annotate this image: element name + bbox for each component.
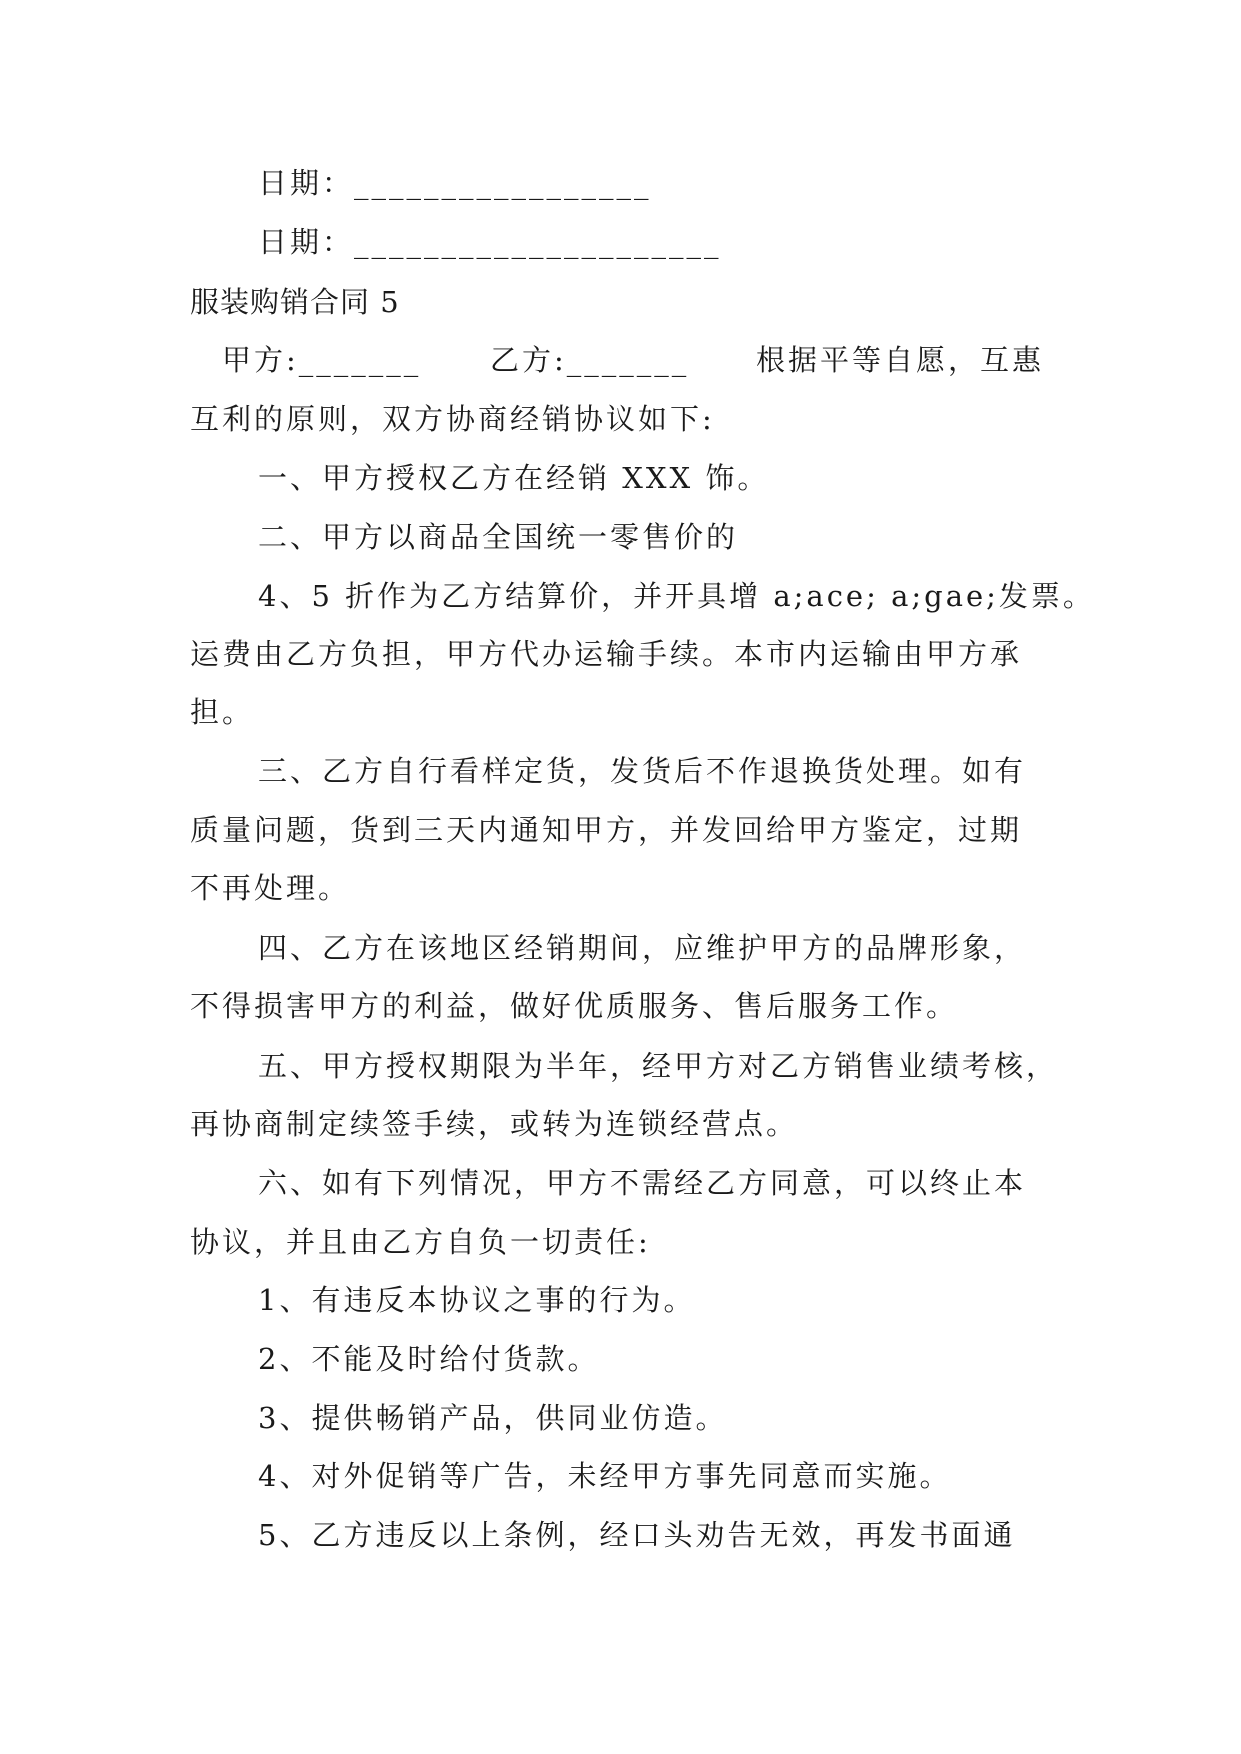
clause-4-cont: 不得损害甲方的利益，做好优质服务、售后服务工作。 xyxy=(190,989,959,1023)
list-item-2: 2、不能及时给付货款。 xyxy=(258,1342,600,1376)
clause-3-cont: 质量问题，货到三天内通知甲方，并发回给甲方鉴定，过期 xyxy=(190,813,1023,847)
intro-text-start: 根据平等自愿，互惠 xyxy=(756,343,1045,377)
parties-line xyxy=(0,340,1241,380)
list-item-5: 5、乙方违反以上条例，经口头劝告无效，再发书面通 xyxy=(258,1518,1016,1552)
intro-text-end: 互利的原则，双方协商经销协议如下: xyxy=(190,402,715,436)
clause-2-cont: 运费由乙方负担，甲方代办运输手续。本市内运输由甲方承 xyxy=(190,637,1023,671)
list-item-4: 4、对外促销等广告，未经甲方事先同意而实施。 xyxy=(258,1459,952,1493)
clause-1: 一、甲方授权乙方在经销 XXX 饰。 xyxy=(258,461,770,495)
clause-2-cont: 担。 xyxy=(190,695,255,729)
clause-6-cont: 协议，并且由乙方自负一切责任: xyxy=(190,1225,651,1259)
clause-2: 二、甲方以商品全国统一零售价的 xyxy=(258,520,739,554)
clause-5-cont: 再协商制定续签手续，或转为连锁经营点。 xyxy=(190,1107,799,1141)
clause-4: 四、乙方在该地区经销期间，应维护甲方的品牌形象， xyxy=(258,931,1027,965)
party-a-blank: 甲方:_______ xyxy=(222,343,422,377)
list-item-3: 3、提供畅销产品，供同业仿造。 xyxy=(258,1401,728,1435)
clause-6: 六、如有下列情况，甲方不需经乙方同意，可以终止本 xyxy=(258,1166,1027,1200)
party-b-blank: 乙方:_______ xyxy=(490,343,690,377)
list-item-1: 1、有违反本协议之事的行为。 xyxy=(258,1283,696,1317)
contract-title: 服装购销合同 5 xyxy=(190,285,400,319)
clause-2-cont: 4、5 折作为乙方结算价，并开具增 a;ace; a;gae;发票。 xyxy=(258,579,1095,613)
clause-5: 五、甲方授权期限为半年，经甲方对乙方销售业绩考核， xyxy=(258,1049,1059,1083)
clause-3-cont: 不再处理。 xyxy=(190,871,351,905)
date-line-2: 日期：_____________________ xyxy=(258,225,722,259)
clause-3: 三、乙方自行看样定货，发货后不作退换货处理。如有 xyxy=(258,754,1027,788)
date-line-1: 日期：_________________ xyxy=(258,166,652,200)
